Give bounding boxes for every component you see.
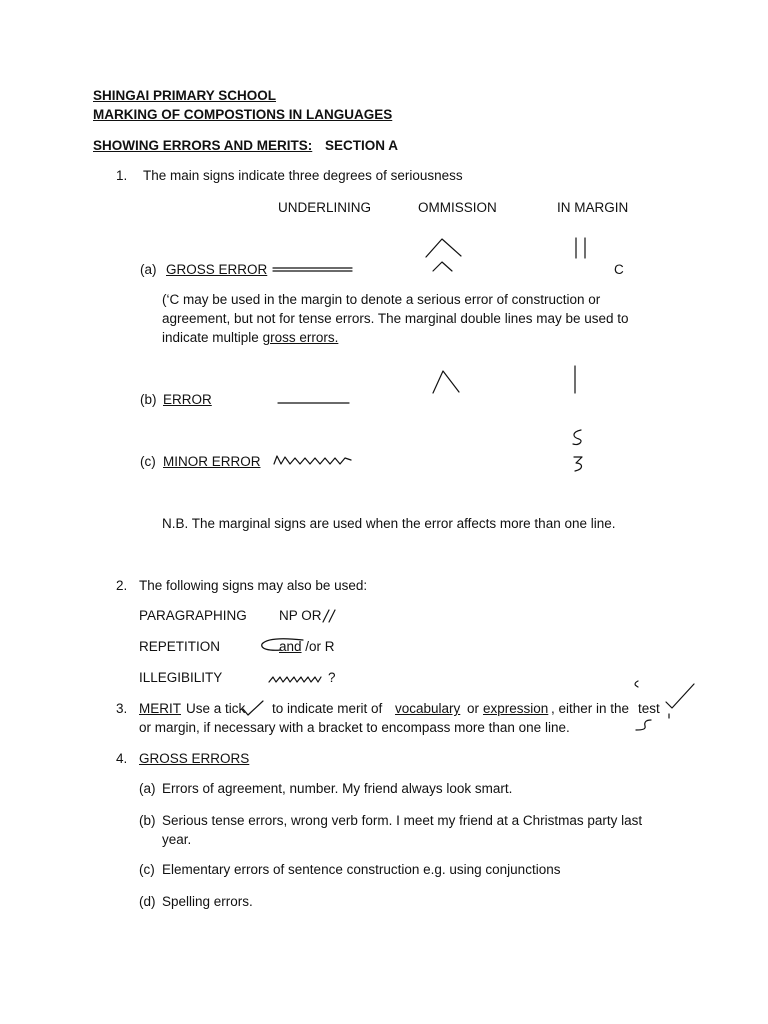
school-name: SHINGAI PRIMARY SCHOOL xyxy=(93,88,277,103)
double-margin-lines-sign xyxy=(572,236,590,260)
merit-text-b: to indicate merit of xyxy=(272,701,383,716)
note-line-2: agreement, but not for tense errors. The marginal double lines may be used to xyxy=(162,311,629,326)
note-line-3 xyxy=(162,329,338,346)
item-1c-letter: (c) xyxy=(140,454,156,469)
note-line-3-prefix: indicate multiple xyxy=(162,330,263,345)
double-slash-sign xyxy=(321,608,337,624)
list-item-letter: (c) xyxy=(139,862,155,877)
nb-note: N.B. The marginal signs are used when the error affects more than one line. xyxy=(162,516,616,531)
margin-c-sign: C xyxy=(614,262,624,277)
vocabulary-word: vocabulary xyxy=(395,701,461,716)
list-item-letter: (d) xyxy=(139,894,156,909)
column-in-margin: IN MARGIN xyxy=(557,200,629,215)
wavy-underline-sign xyxy=(272,452,354,468)
illegibility-question: ? xyxy=(328,670,336,685)
gross-error-label: GROSS ERROR xyxy=(166,262,268,277)
repetition-word: and xyxy=(279,639,302,654)
item-1b-letter: (b) xyxy=(140,392,157,407)
expression-word: expression xyxy=(483,701,549,716)
wavy-margin-sign xyxy=(568,426,588,474)
double-caret-sign xyxy=(422,235,466,275)
list-item: Serious tense errors, wrong verb form. I meet my friend at a Christmas party last xyxy=(162,813,643,828)
test-word: test xyxy=(638,701,660,716)
list-item-letter: (a) xyxy=(139,781,156,796)
repetition-label: REPETITION xyxy=(139,639,221,654)
minor-error-label: MINOR ERROR xyxy=(163,454,261,469)
gross-errors-underlined: gross errors. xyxy=(262,330,339,345)
illegibility-label: ILLEGIBILITY xyxy=(139,670,223,685)
gross-errors-title: GROSS ERRORS xyxy=(139,751,250,766)
merit-text-c: , either in the xyxy=(551,701,630,716)
item-2-number: 2. xyxy=(116,578,128,593)
item-4-number: 4. xyxy=(116,751,128,766)
section-title: SHOWING ERRORS AND MERITS: xyxy=(93,138,313,153)
margin-tick-bracket-sign xyxy=(632,680,702,736)
item-2-text: The following signs may also be used: xyxy=(139,578,368,593)
merit-label: MERIT xyxy=(139,701,181,716)
single-caret-sign xyxy=(430,368,462,396)
paragraphing-sign: NP OR xyxy=(279,608,322,623)
section-label: SECTION A xyxy=(325,138,399,153)
repetition-suffix: /or R xyxy=(305,639,335,654)
tick-sign xyxy=(241,699,265,717)
list-item: Elementary errors of sentence construction e.g. using conjunctions xyxy=(162,862,561,877)
item-3-number: 3. xyxy=(116,701,128,716)
paragraphing-label: PARAGRAPHING xyxy=(139,608,247,623)
or-word: or xyxy=(467,701,480,716)
scribble-sign xyxy=(267,672,323,686)
document-subject: MARKING OF COMPOSTIONS IN LANGUAGES xyxy=(93,107,393,122)
merit-line-2: or margin, if necessary with a bracket to encompass more than one line. xyxy=(139,720,570,735)
item-1-number: 1. xyxy=(116,168,128,183)
column-ommission: OMMISSION xyxy=(418,200,497,215)
item-1-text: The main signs indicate three degrees of seriousness xyxy=(143,168,463,183)
list-item: Spelling errors. xyxy=(162,894,253,909)
note-line-1: (‘C may be used in the margin to denote a serious error of construction or xyxy=(162,292,601,307)
single-underline-sign xyxy=(277,401,351,406)
list-item-letter: (b) xyxy=(139,813,156,828)
column-underlining: UNDERLINING xyxy=(278,200,372,215)
error-label: ERROR xyxy=(163,392,212,407)
double-underline-sign xyxy=(272,266,354,274)
repetition-sign xyxy=(279,638,335,655)
item-1a-letter: (a) xyxy=(140,262,157,277)
single-margin-line-sign xyxy=(570,364,580,396)
merit-text-a: Use a tick xyxy=(186,701,246,716)
list-item-continuation: year. xyxy=(162,832,192,847)
list-item: Errors of agreement, number. My friend always look smart. xyxy=(162,781,513,796)
